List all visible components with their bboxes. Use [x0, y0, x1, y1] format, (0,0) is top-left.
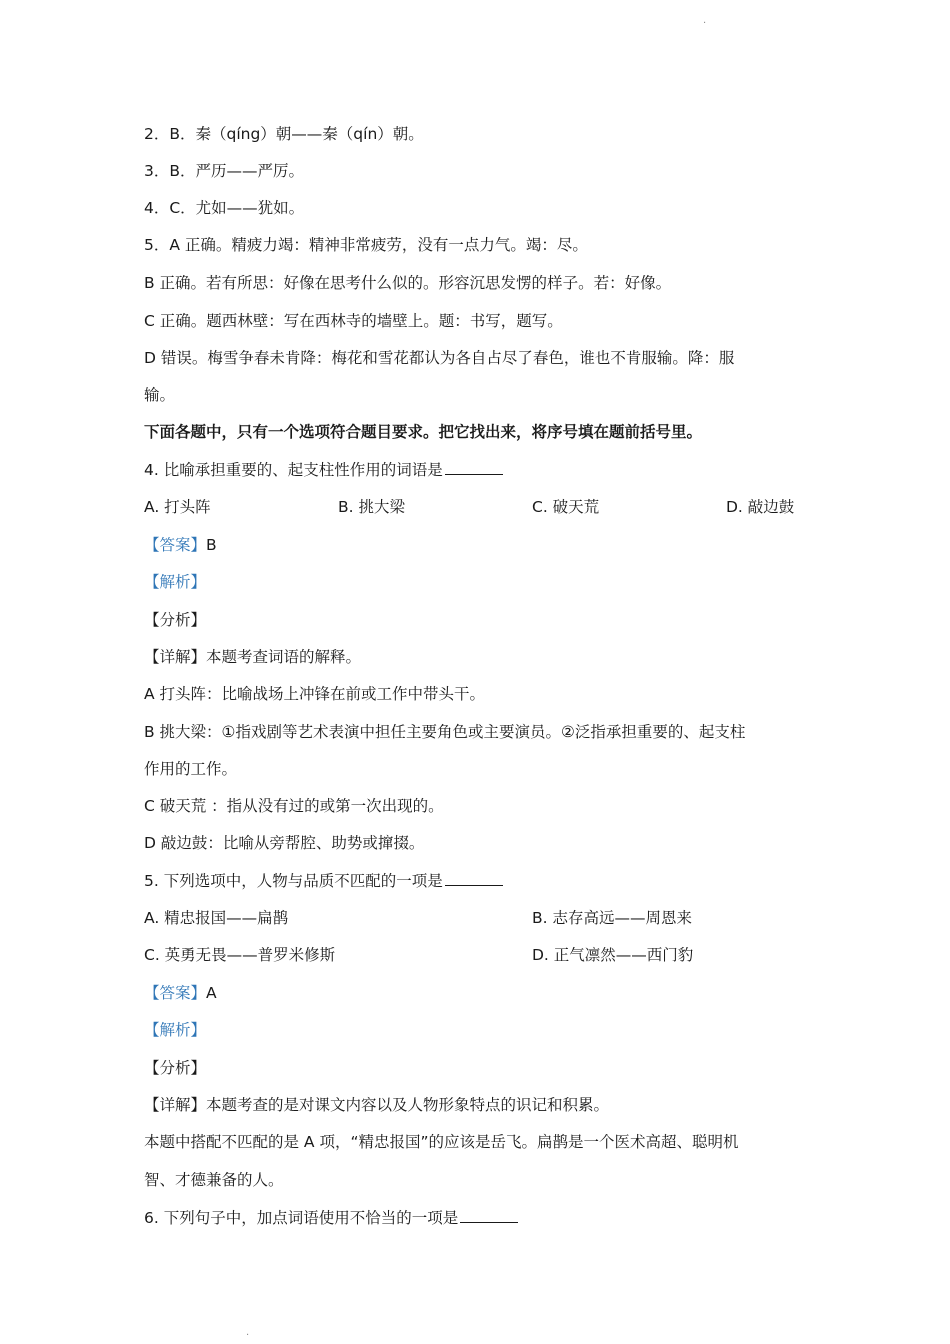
- q5-detail: [144, 1095, 609, 1115]
- q5-fenxi-tag: 【分析】: [144, 1059, 207, 1077]
- q6-stem: [144, 1208, 518, 1228]
- q5-stem: [144, 871, 503, 891]
- q4-answer-tag: 【答案】: [144, 536, 207, 554]
- q4-option-a: A. 打头阵: [144, 498, 211, 516]
- q5-answer-blank: [445, 871, 503, 886]
- q5-option-d: D. 正气凛然——西门豹: [532, 946, 694, 964]
- q4-stem-text: 4. 比喻承担重要的、起支柱性作用的词语是: [144, 461, 443, 479]
- prev-answer-5d-cont: 输。: [144, 386, 176, 404]
- q4-detail: [144, 647, 361, 667]
- prev-answer-2: 2．B．秦（qíng）朝——秦（qín）朝。: [144, 125, 424, 143]
- prev-answer-5c: C 正确。题西林壁：写在西林寺的墙壁上。题：书写，题写。: [144, 312, 563, 330]
- q5-answer-value: A: [206, 984, 217, 1002]
- prev-answer-5b: B 正确。若有所思：好像在思考什么似的。形容沉思发愣的样子。若：好像。: [144, 274, 672, 292]
- q4-answer: [144, 535, 217, 555]
- q4-detail-tag: 【详解】: [144, 648, 207, 666]
- prev-answer-5a: 5．A 正确。精疲力竭：精神非常疲劳，没有一点力气。竭：尽。: [144, 236, 588, 254]
- footer-mark: ·: [246, 1330, 250, 1341]
- q5-detail-tag: 【详解】: [144, 1096, 207, 1114]
- q4-explanation-a: A 打头阵：比喻战场上冲锋在前或工作中带头干。: [144, 685, 486, 703]
- q4-detail-text: 本题考查词语的解释。: [206, 648, 362, 666]
- q5-explanation-2: 智、才德兼备的人。: [144, 1171, 284, 1189]
- q5-answer: [144, 983, 217, 1003]
- q5-option-a: A. 精忠报国——扁鹊: [144, 909, 289, 927]
- q4-answer-blank: [445, 460, 503, 475]
- q5-stem-text: 5. 下列选项中，人物与品质不匹配的一项是: [144, 872, 443, 890]
- q6-stem-text: 6. 下列句子中，加点词语使用不恰当的一项是: [144, 1209, 459, 1227]
- q4-stem: [144, 460, 503, 480]
- section-instruction: 下面各题中，只有一个选项符合题目要求。把它找出来，将序号填在题前括号里。: [144, 423, 703, 441]
- q4-jiexi-tag: 【解析】: [144, 573, 207, 591]
- q4-fenxi-tag: 【分析】: [144, 611, 207, 629]
- q5-answer-tag: 【答案】: [144, 984, 207, 1002]
- q4-explanation-d: D 敲边鼓：比喻从旁帮腔、助势或撺掇。: [144, 834, 425, 852]
- q5-jiexi-tag: 【解析】: [144, 1021, 207, 1039]
- prev-answer-5d: D 错误。梅雪争春未肯降：梅花和雪花都认为各自占尽了春色，谁也不肯服输。降：服: [144, 349, 735, 367]
- prev-answer-3: 3．B．严历——严厉。: [144, 162, 304, 180]
- q5-option-b: B. 志存高远——周恩来: [532, 909, 692, 927]
- q4-answer-value: B: [206, 536, 217, 554]
- header-mark: ·: [703, 18, 707, 29]
- q4-option-b: B. 挑大梁: [338, 498, 405, 516]
- q4-explanation-c: C 破天荒 ：指从没有过的或第一次出现的。: [144, 797, 444, 815]
- q5-explanation-1: 本题中搭配不匹配的是 A 项，“精忠报国”的应该是岳飞。扁鹊是一个医术高超、聪明机: [144, 1133, 739, 1151]
- q6-answer-blank: [460, 1208, 518, 1223]
- q5-detail-text: 本题考查的是对课文内容以及人物形象特点的识记和积累。: [206, 1096, 610, 1114]
- q4-option-c: C. 破天荒: [532, 498, 600, 516]
- prev-answer-4: 4．C．尤如——犹如。: [144, 199, 305, 217]
- q4-option-d: D. 敲边鼓: [726, 498, 795, 516]
- q4-explanation-b: B 挑大梁：①指戏剧等艺术表演中担任主要角色或主要演员。②泛指承担重要的、起支柱: [144, 723, 746, 741]
- q5-option-c: C. 英勇无畏——普罗米修斯: [144, 946, 336, 964]
- q4-explanation-b-cont: 作用的工作。: [144, 760, 238, 778]
